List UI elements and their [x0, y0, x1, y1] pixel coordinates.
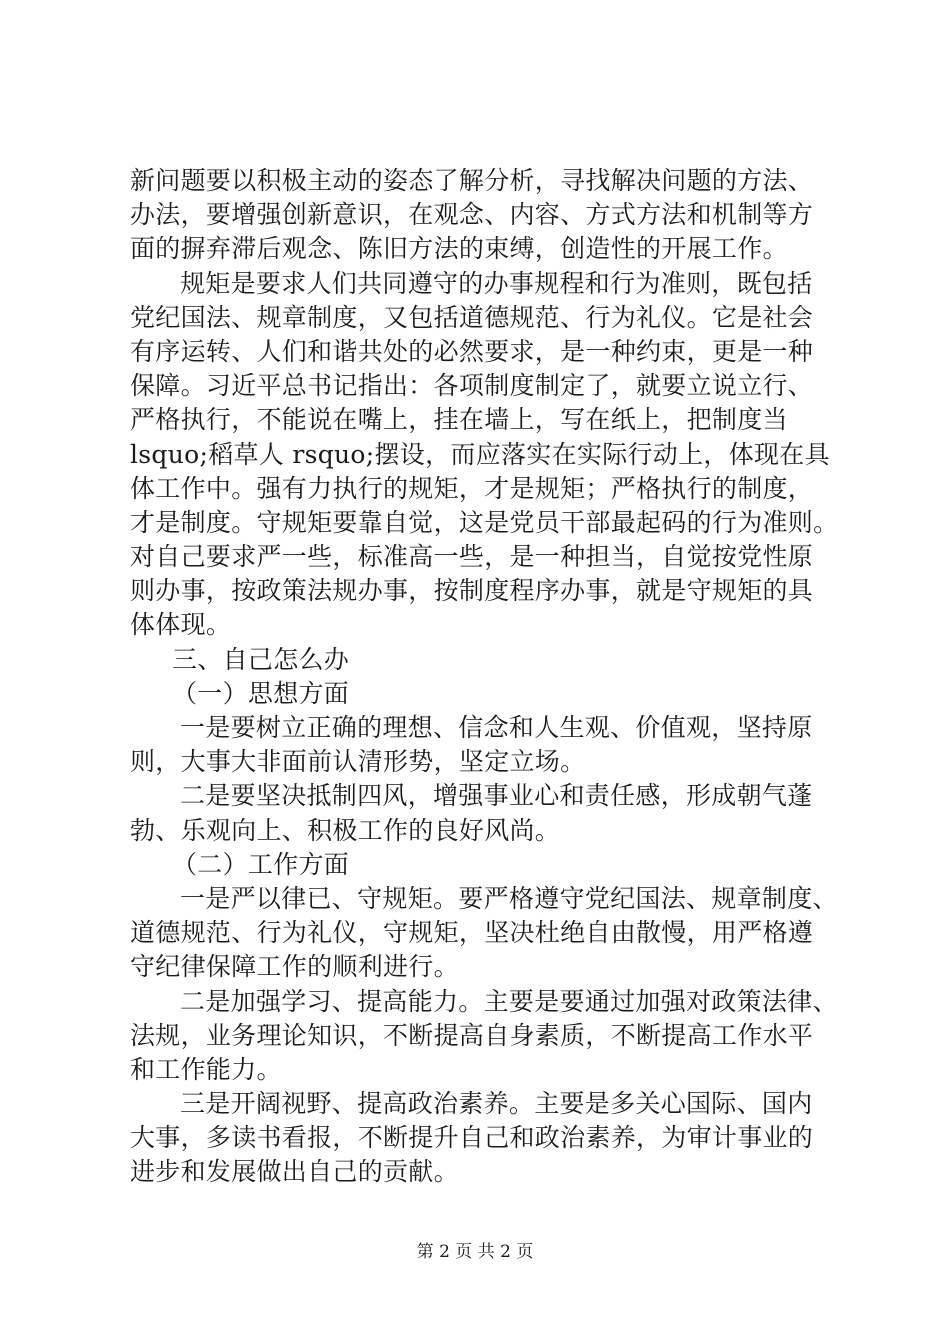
text-line: 和工作能力。 [130, 1054, 282, 1084]
document-body [130, 164, 840, 1190]
paragraph-start-line: 一是要树立正确的理想、信念和人生观、价值观，坚持原 [180, 713, 813, 742]
paragraph-start-line: 三是开阔视野、提高政治素养。主要是多关心国际、国内 [180, 1089, 813, 1119]
text-line: 体工作中。强有力执行的规矩，才是规矩；严格执行的制度， [130, 473, 814, 503]
text-line: 才是制度。守规矩要靠自觉，这是党员干部最起码的行为准则。 [130, 507, 839, 537]
text-line: 则办事，按政策法规办事，按制度程序办事，就是守规矩的具 [130, 576, 814, 606]
paragraph-start-line: 二是加强学习、提高能力。主要是要通过加强对政策法律、 [180, 986, 838, 1016]
subsection-heading: （一）思想方面 [172, 678, 350, 708]
text-line: 新问题要以积极主动的姿态了解分析，寻找解决问题的方法、 [130, 166, 814, 195]
text-line: 法规，业务理论知识，不断提高自身素质，不断提高工作水平 [130, 1020, 814, 1050]
text-line: 严格执行，不能说在嘴上，挂在墙上，写在纸上，把制度当 [130, 405, 788, 435]
text-line: 面的摒弃滞后观念、陈旧方法的束缚，创造性的开展工作。 [130, 234, 788, 264]
text-line: 进步和发展做出自己的贡献。 [130, 1157, 459, 1187]
text-line: 守纪律保障工作的顺利进行。 [130, 952, 459, 982]
paragraph-start-line: 一是严以律已、守规矩。要严格遵守党纪国法、规章制度、 [180, 883, 838, 913]
text-line: 对自己要求严一些，标准高一些，是一种担当，自觉按党性原 [130, 542, 814, 572]
paragraph-start-line: 规矩是要求人们共同遵守的办事规程和行为准则，既包括 [180, 268, 813, 298]
subsection-heading: （二）工作方面 [172, 849, 350, 879]
paragraph-start-line: 二是要坚决抵制四风，增强事业心和责任感，形成朝气蓬 [180, 781, 813, 811]
page-footer: 第 2 页 共 2 页 [416, 1242, 534, 1262]
text-line: 保障。习近平总书记指出：各项制度制定了，就要立说立行、 [130, 371, 814, 401]
text-line: 勃、乐观向上、积极工作的良好风尚。 [130, 815, 561, 845]
text-line: 办法，要增强创新意识，在观念、内容、方式方法和机制等方 [130, 200, 814, 230]
text-line: 道德规范、行为礼仪，守规矩，坚决杜绝自由散慢，用严格遵 [130, 918, 814, 948]
text-line: lsquo;稻草人 rsquo;摆设，而应落实在实际行动上，体现在具 [130, 439, 830, 469]
text-line: 则，大事大非面前认清形势，坚定立场。 [130, 747, 586, 777]
text-line: 党纪国法、规章制度，又包括道德规范、行为礼仪。它是社会 [130, 302, 814, 332]
section-heading: 三、自己怎么办 [172, 644, 350, 674]
text-line: 体体现。 [130, 610, 232, 640]
text-line: 大事，多读书看报，不断提升自己和政治素养，为审计事业的 [130, 1123, 814, 1153]
text-line: 有序运转、人们和谐共处的必然要求，是一种约束，更是一种 [130, 336, 814, 366]
